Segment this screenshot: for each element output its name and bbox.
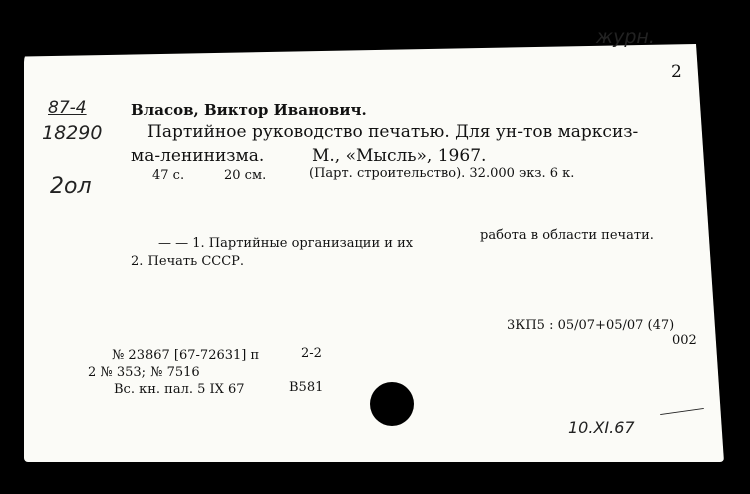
handwritten-note-bottom-right: 10.XI.67 <box>568 418 635 437</box>
title-line-1: Партийное руководство печатью. Для ун-тов марксиз- <box>147 122 639 142</box>
subject-heading-1: — — 1. Партийные организации и их <box>158 236 414 251</box>
title-line-2: ма-ленинизма. <box>131 146 265 166</box>
punch-hole <box>370 382 414 426</box>
classification-code: 3КП5 : 05/07+05/07 (47) <box>507 318 675 333</box>
author-heading: Власов, Виктор Иванович. <box>131 101 367 119</box>
handwritten-left-margin: 2ол <box>50 174 92 199</box>
handwritten-call-number-bottom: 18290 <box>42 122 103 144</box>
record-number-line-2: 2 № 353; № 7516 <box>88 365 200 380</box>
pages: 47 с. <box>152 168 185 183</box>
subject-heading-1-continued: работа в области печати. <box>480 228 654 243</box>
card-number: 2 <box>671 62 682 82</box>
series-and-edition: (Парт. строительство). 32.000 экз. 6 к. <box>309 166 575 181</box>
handwritten-note-top-right: журн. <box>596 26 655 48</box>
size: 20 см. <box>224 168 267 183</box>
subject-heading-2: 2. Печать СССР. <box>131 254 245 269</box>
record-number-line-3: Вс. кн. пал. 5 IX 67 <box>114 382 245 397</box>
record-number-line-1: № 23867 [67-72631] п <box>112 348 260 363</box>
imprint: М., «Мысль», 1967. <box>312 146 487 166</box>
record-code: В581 <box>289 380 324 395</box>
record-number-extra: 2-2 <box>301 346 322 361</box>
handwritten-call-number-top: 87-4 <box>48 98 87 118</box>
classification-code-sub: 002 <box>672 333 697 348</box>
